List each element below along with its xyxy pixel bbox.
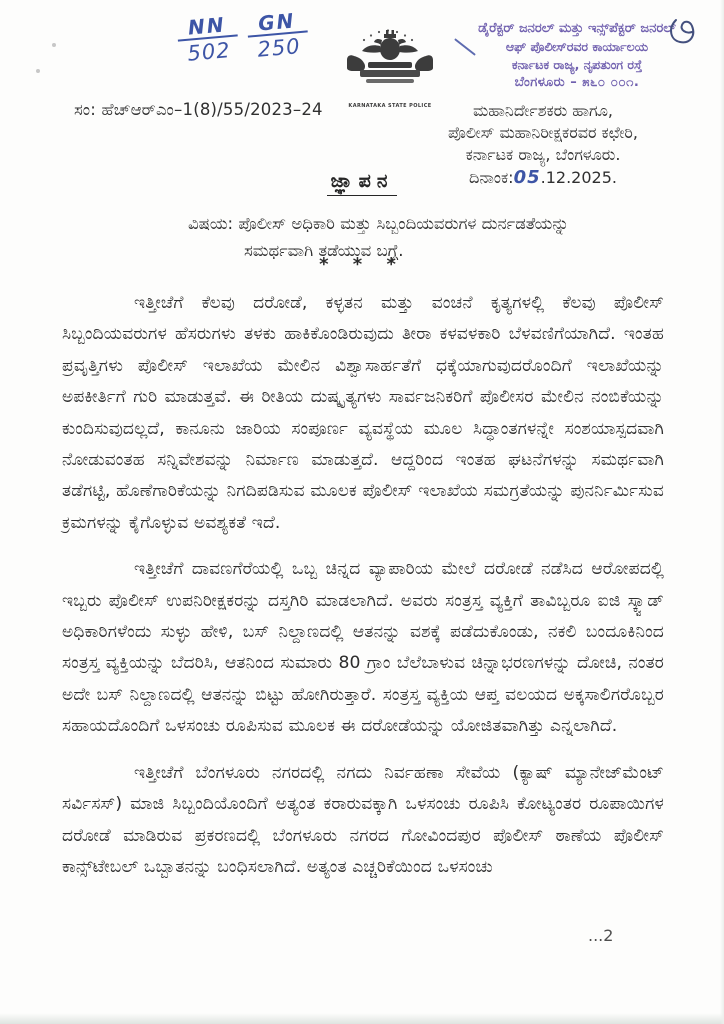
karnataka-police-emblem	[340, 26, 440, 109]
handwritten-note-nn	[176, 13, 240, 67]
handwritten-note-number: 502	[186, 38, 232, 66]
address-line: ಮಹಾನಿರ್ದೇಶಕರು ಹಾಗೂ,	[472, 101, 613, 120]
body-paragraph-3: ಇತ್ತೀಚೆಗೆ ಬೆಂಗಳೂರು ನಗರದಲ್ಲಿ ನಗದು ನಿರ್ವಹಣಾ ಸೇವೆಯ (ಕ್ಯಾಷ್ ಮ್ಯಾನೇಜ್‌ಮೆಂಟ್ ಸರ್ವಿಸಸ್) ಮಾಜಿ ಸಿಬ್ಬಂದಿಯೊಂದಿಗೆ ಅತ್ಯಂತ ಕರಾರುವಕ್ಕಾಗಿ ಒಳಸಂಚು ರೂಪಿಸಿ ಕೋಟ್ಯಂತರ ರೂಪಾಯಿಗಳ ದರೋಡೆ ಮಾಡಿರುವ ಪ್ರಕರಣದಲ್ಲಿ ಬೆಂಗಳೂರು ನಗರದ ಗೋವಿಂದಪುರ ಪೊಲೀಸ್ ಠಾಣೆಯ ಪೊಲೀಸ್ ಕಾನ್ಸ್‌ಟೇಬಲ್ ಒಬ್ಬಾತನನ್ನು ಬಂಧಿಸಲಾಗಿದೆ. ಅತ್ಯಂತ ಎಚ್ಚರಿಕೆಯಿಂದ ಒಳಸಂಚು	[62, 762, 664, 877]
address-line: ಕರ್ನಾಟಕ ರಾಜ್ಯ, ಬೆಂಗಳೂರು.	[465, 145, 621, 164]
stamp-line: ಡೈರೆಕ್ಟರ್ ಜನರಲ್ ಮತ್ತು ಇನ್ಸ್‌ಪೆಕ್ಟರ್ ಜನರಲ್	[478, 21, 676, 36]
stamp-line: ಬೆಂಗಳೂರು – ೫೬೦ ೦೦೧.	[514, 75, 640, 90]
handwritten-note-label: NN	[176, 13, 238, 41]
page-continuation-marker: ...2	[588, 926, 614, 945]
scan-speck	[36, 69, 40, 73]
memo-title-text: ಜ್ಞಾಪನ	[327, 170, 398, 196]
subject-line-1: ವಿಷಯ: ಪೊಲೀಸ್ ಅಧಿಕಾರಿ ಮತ್ತು ಸಿಬ್ಬಂದಿಯವರುಗಳ ದುರ್ನಡತೆಯನ್ನು	[188, 214, 569, 233]
subject-line-2: ಸಮರ್ಥವಾಗಿ ತಡೆಯುವ ಬಗ್ಗೆ.	[244, 241, 404, 260]
reference-number: ಸಂ: ಹೆಚ್‌ಆರ್‌ಎಂ–1(8)/55/2023–24	[74, 100, 323, 119]
handwritten-note-label: GN	[246, 9, 308, 37]
body-paragraph-1: ಇತ್ತೀಚೆಗೆ ಕೆಲವು ದರೋಡೆ, ಕಳ್ಳತನ ಮತ್ತು ವಂಚನೆ ಕೃತ್ಯಗಳಲ್ಲಿ ಕೆಲವು ಪೊಲೀಸ್ ಸಿಬ್ಬಂದಿಯವರುಗಳ ಹೆಸರುಗಳು ತಳಕು ಹಾಕಿಕೊಂಡಿರುವುದು ತೀರಾ ಕಳವಳಕಾರಿ ಬೆಳವಣಿಗೆಯಾಗಿದೆ. ಇಂತಹ ಪ್ರವೃತ್ತಿಗಳು ಪೊಲೀಸ್ ಇಲಾಖೆಯ ಮೇಲಿನ ವಿಶ್ವಾಸಾರ್ಹತೆಗೆ ಧಕ್ಕೆಯಾಗುವುದರೊಂದಿಗೆ ಇಲಾಖೆಯನ್ನು ಅಪಕೀರ್ತಿಗೆ ಗುರಿ ಮಾಡುತ್ತವೆ. ಈ ರೀತಿಯ ದುಷ್ಕೃತ್ಯಗಳು ಸಾರ್ವಜನಿಕರಿಗೆ ಪೊಲೀಸರ ಮೇಲಿನ ನಂಬಿಕೆಯನ್ನು ಕುಂದಿಸುವುದಲ್ಲದೆ, ಕಾನೂನು ಜಾರಿಯ ಸಂಪೂರ್ಣ ವ್ಯವಸ್ಥೆಯ ಮೂಲ ಸಿದ್ಧಾಂತಗಳನ್ನೇ ಸಂಶಯಾಸ್ಪದವಾಗಿ ನೋಡುವಂತಹ ಸನ್ನಿವೇಶವನ್ನು ನಿರ್ಮಾಣ ಮಾಡುತ್ತದೆ. ಆದ್ದರಿಂದ ಇಂತಹ ಘಟನೆಗಳನ್ನು ಸಮರ್ಥವಾಗಿ ತಡೆಗಟ್ಟಿ, ಹೊಣೆಗಾರಿಕೆಯನ್ನು ನಿಗದಿಪಡಿಸುವ ಮೂಲಕ ಪೊಲೀಸ್ ಇಲಾಖೆಯ ಸಮಗ್ರತೆಯನ್ನು ಪುನರ್ನಿರ್ಮಿಸುವ ಕ್ರಮಗಳನ್ನು ಕೈಗೊಳ್ಳುವ ಅವಶ್ಯಕತೆ ಇದೆ.	[62, 293, 664, 533]
handwritten-note-gn	[246, 9, 310, 63]
handwritten-note-number: 250	[256, 34, 302, 62]
scan-right-edge	[720, 0, 724, 1024]
address-line: ಪೊಲೀಸ್ ಮಹಾನಿರೀಕ್ಷಕರವರ ಕಛೇರಿ,	[448, 123, 638, 142]
stamp-line: ಕರ್ನಾಟಕ ರಾಜ್ಯ, ನೃಪತುಂಗ ರಸ್ತೆ	[511, 57, 643, 72]
handwritten-date-day: 05	[513, 167, 541, 188]
scan-bottom-edge	[0, 1013, 724, 1024]
emblem-caption: KARNATAKA STATE POLICE	[348, 103, 432, 109]
date-label: ದಿನಾಂಕ:	[469, 168, 514, 187]
police-emblem-icon	[342, 26, 438, 98]
stamp-line: ಆಫ್ ಪೊಲೀಸ್‌ರವರ ಕಾರ್ಯಾಲಯ	[505, 39, 649, 54]
scan-speck	[52, 43, 56, 47]
separator-stars: * * *	[319, 254, 405, 275]
memo-title	[0, 170, 724, 192]
date-rest: .12.2025.	[540, 168, 617, 187]
handwritten-paraph-icon	[666, 14, 706, 58]
body-paragraph-2: ಇತ್ತೀಚೆಗೆ ದಾವಣಗೆರೆಯಲ್ಲಿ ಒಬ್ಬ ಚಿನ್ನದ ವ್ಯಾಪಾರಿಯ ಮೇಲೆ ದರೋಡೆ ನಡೆಸಿದ ಆರೋಪದಲ್ಲಿ ಇಬ್ಬರು ಪೊಲೀಸ್ ಉಪನಿರೀಕ್ಷಕರನ್ನು ದಸ್ತಗಿರಿ ಮಾಡಲಾಗಿದೆ. ಅವರು ಸಂತ್ರಸ್ತ ವ್ಯಕ್ತಿಗೆ ತಾವಿಬ್ಬರೂ ಐಜಿ ಸ್ಕ್ವಾಡ್ ಅಧಿಕಾರಿಗಳೆಂದು ಸುಳ್ಳು ಹೇಳಿ, ಬಸ್ ನಿಲ್ದಾಣದಲ್ಲಿ ಆತನನ್ನು ವಶಕ್ಕೆ ಪಡೆದುಕೊಂಡು, ನಕಲಿ ಬಂದೂಕಿನಿಂದ ಸಂತ್ರಸ್ತ ವ್ಯಕ್ತಿಯನ್ನು ಬೆದರಿಸಿ, ಆತನಿಂದ ಸುಮಾರು 80 ಗ್ರಾಂ ಬೆಲೆಬಾಳುವ ಚಿನ್ನಾಭರಣಗಳನ್ನು ದೋಚಿ, ನಂತರ ಅದೇ ಬಸ್ ನಿಲ್ದಾಣದಲ್ಲಿ ಆತನನ್ನು ಬಿಟ್ಟು ಹೋಗಿರುತ್ತಾರೆ. ಸಂತ್ರಸ್ತ ವ್ಯಕ್ತಿಯ ಆಪ್ತ ವಲಯದ ಅಕ್ಕಸಾಲಿಗರೊಬ್ಬರ ಸಹಾಯದೊಂದಿಗೆ ಒಳಸಂಚು ರೂಪಿಸುವ ಮೂಲಕ ಈ ದರೋಡೆಯನ್ನು ಯೋಜಿತವಾಗಿತ್ತು ಎನ್ನಲಾಗಿದೆ.	[62, 559, 664, 737]
memo-body	[62, 288, 664, 898]
